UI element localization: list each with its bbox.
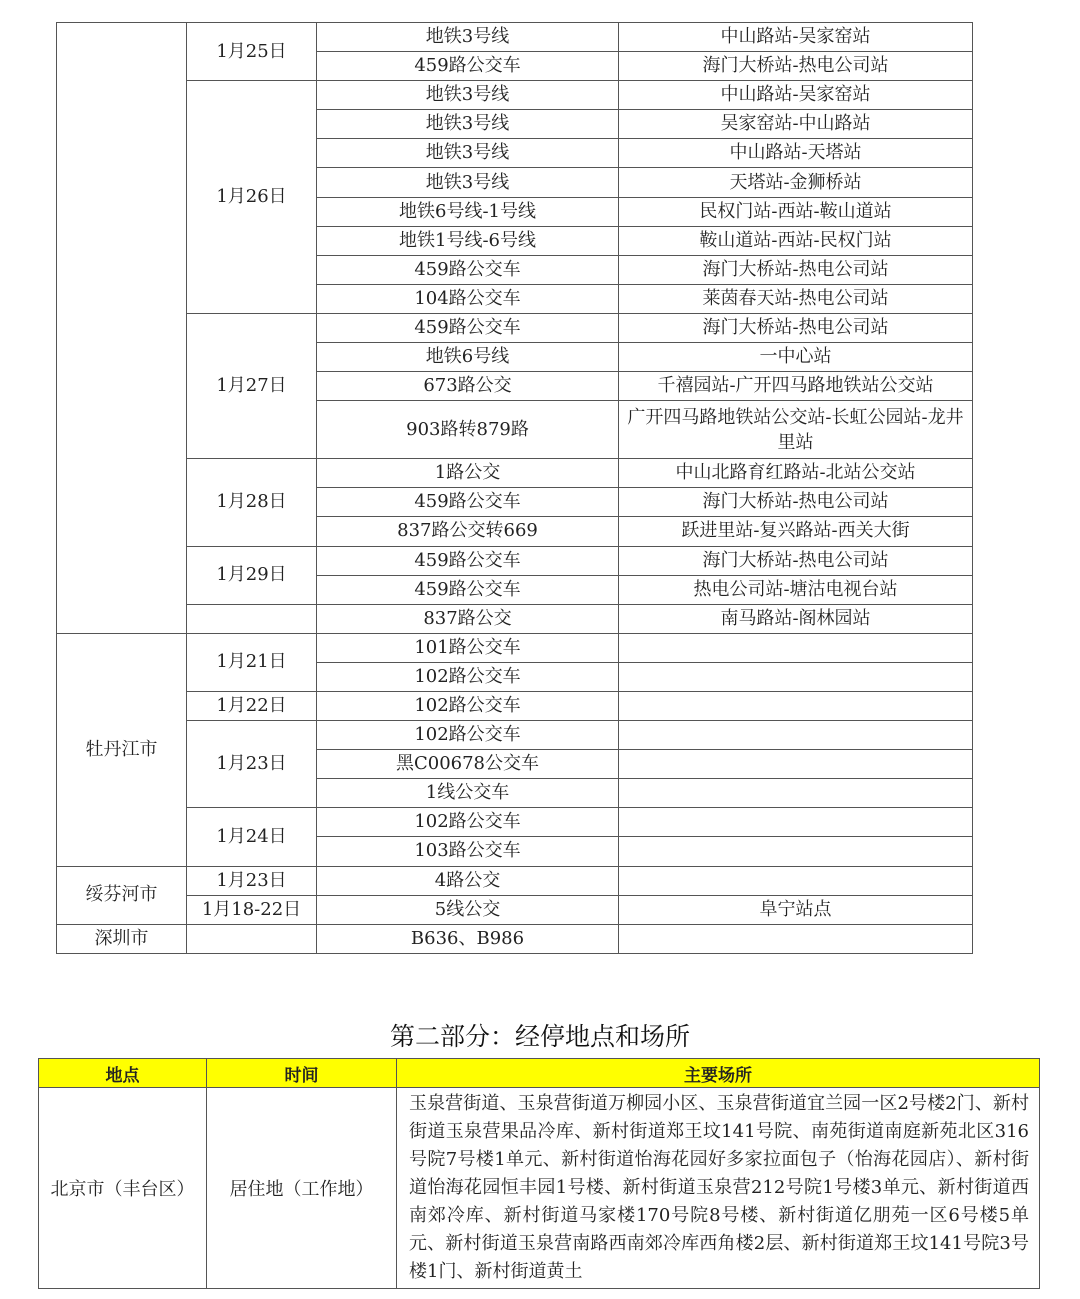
section-title: 第二部分：经停地点和场所 — [389, 1022, 690, 1051]
date-cell: 1月28日 — [187, 459, 317, 546]
date-cell: 1月23日 — [187, 866, 317, 895]
table-row — [39, 1088, 1040, 1289]
date-cell: 1月22日 — [187, 691, 317, 720]
stops-cell: 天塔站-金狮桥站 — [619, 168, 973, 197]
stops-cell: 海门大桥站-热电公司站 — [619, 546, 973, 575]
line-cell: 1路公交 — [317, 459, 619, 488]
stops-cell — [619, 924, 973, 953]
line-cell: 459路公交车 — [317, 546, 619, 575]
table-row — [57, 633, 973, 662]
date-cell: 1月23日 — [187, 721, 317, 808]
stops-cell — [619, 662, 973, 691]
stops-cell: 海门大桥站-热电公司站 — [619, 255, 973, 284]
line-cell: 地铁3号线 — [317, 110, 619, 139]
stops-cell — [619, 721, 973, 750]
date-cell — [187, 924, 317, 953]
date-cell: 1月29日 — [187, 546, 317, 604]
stops-cell: 海门大桥站-热电公司站 — [619, 313, 973, 342]
line-cell: 地铁3号线 — [317, 168, 619, 197]
table-row — [57, 23, 973, 52]
stops-cell: 南马路站-阁林园站 — [619, 604, 973, 633]
stops-cell: 中山路站-吴家窑站 — [619, 81, 973, 110]
table-row — [57, 313, 973, 342]
line-cell: 102路公交车 — [317, 662, 619, 691]
stops-cell: 吴家窑站-中山路站 — [619, 110, 973, 139]
table-row — [57, 604, 973, 633]
date-cell: 1月25日 — [187, 23, 317, 81]
line-cell: 1线公交车 — [317, 779, 619, 808]
stops-cell — [619, 779, 973, 808]
stops-cell: 跃进里站-复兴路站-西关大街 — [619, 517, 973, 546]
table-row — [57, 895, 973, 924]
table-row — [57, 808, 973, 837]
stops-cell — [619, 866, 973, 895]
line-cell: 黑C00678公交车 — [317, 750, 619, 779]
stops-cell — [619, 750, 973, 779]
stops-cell: 中山路站-吴家窑站 — [619, 23, 973, 52]
city-cell — [57, 23, 187, 634]
line-cell: B636、B986 — [317, 924, 619, 953]
date-cell — [187, 604, 317, 633]
city-cell: 深圳市 — [57, 924, 187, 953]
line-cell: 102路公交车 — [317, 691, 619, 720]
header-place: 地点 — [39, 1059, 207, 1088]
line-cell: 837路公交转669 — [317, 517, 619, 546]
transit-route-table — [56, 22, 973, 954]
line-cell: 104路公交车 — [317, 284, 619, 313]
stops-cell: 中山北路育红路站-北站公交站 — [619, 459, 973, 488]
stops-cell — [619, 691, 973, 720]
line-cell: 459路公交车 — [317, 488, 619, 517]
stops-cell — [619, 808, 973, 837]
line-cell: 4路公交 — [317, 866, 619, 895]
line-cell: 地铁6号线-1号线 — [317, 197, 619, 226]
line-cell: 102路公交车 — [317, 721, 619, 750]
city-cell: 绥芬河市 — [57, 866, 187, 924]
stops-cell: 热电公司站-塘沽电视台站 — [619, 575, 973, 604]
line-cell: 459路公交车 — [317, 255, 619, 284]
stops-cell: 海门大桥站-热电公司站 — [619, 52, 973, 81]
time-cell: 居住地（工作地） — [207, 1088, 397, 1289]
header-row — [39, 1059, 1040, 1088]
line-cell: 103路公交车 — [317, 837, 619, 866]
line-cell: 地铁3号线 — [317, 139, 619, 168]
line-cell: 459路公交车 — [317, 52, 619, 81]
line-cell: 101路公交车 — [317, 633, 619, 662]
table-row — [57, 81, 973, 110]
stops-cell: 海门大桥站-热电公司站 — [619, 488, 973, 517]
line-cell: 459路公交车 — [317, 575, 619, 604]
table-row — [57, 721, 973, 750]
stops-cell: 一中心站 — [619, 343, 973, 372]
stops-cell: 中山路站-天塔站 — [619, 139, 973, 168]
venue-table — [38, 1058, 1040, 1289]
date-cell: 1月24日 — [187, 808, 317, 866]
stops-cell: 鞍山道站-西站-民权门站 — [619, 226, 973, 255]
stops-cell — [619, 633, 973, 662]
date-cell: 1月21日 — [187, 633, 317, 691]
stops-cell — [619, 837, 973, 866]
venue-cell: 玉泉营街道、玉泉营街道万柳园小区、玉泉营街道宜兰园一区2号楼2门、新村街道玉泉营果品冷库、新村街道郑王坟141号院、南苑街道南庭新苑北区316号院7号楼1单元、新村街道怡海花园好多家拉面包子（怡海花园店）、新村街道怡海花园恒丰园1号楼、新村街道玉泉营212号院1号楼3单元、新村街道西南郊冷库、新村街道马家楼170号院8号楼、新村街道亿朋苑一区6号楼5单元、新村街道玉泉营南路西南郊冷库西角楼2层、新村街道郑王坟141号院3号楼1门、新村街道黄土 — [397, 1088, 1040, 1289]
table-row — [57, 924, 973, 953]
place-cell: 北京市（丰台区） — [39, 1088, 207, 1289]
line-cell: 903路转879路 — [317, 401, 619, 459]
stops-cell: 广开四马路地铁站公交站-长虹公园站-龙井里站 — [619, 401, 973, 459]
table-row — [57, 459, 973, 488]
stops-cell: 阜宁站点 — [619, 895, 973, 924]
city-cell: 牡丹江市 — [57, 633, 187, 866]
line-cell: 102路公交车 — [317, 808, 619, 837]
line-cell: 673路公交 — [317, 372, 619, 401]
table-row — [57, 866, 973, 895]
table-row — [57, 691, 973, 720]
table-row — [57, 546, 973, 575]
line-cell: 地铁6号线 — [317, 343, 619, 372]
line-cell: 地铁3号线 — [317, 23, 619, 52]
stops-cell: 民权门站-西站-鞍山道站 — [619, 197, 973, 226]
stops-cell: 千禧园站-广开四马路地铁站公交站 — [619, 372, 973, 401]
date-cell: 1月26日 — [187, 81, 317, 314]
header-time: 时间 — [207, 1059, 397, 1088]
stops-cell: 莱茵春天站-热电公司站 — [619, 284, 973, 313]
line-cell: 地铁1号线-6号线 — [317, 226, 619, 255]
header-venue: 主要场所 — [397, 1059, 1040, 1088]
date-cell: 1月18-22日 — [187, 895, 317, 924]
line-cell: 459路公交车 — [317, 313, 619, 342]
line-cell: 837路公交 — [317, 604, 619, 633]
line-cell: 5线公交 — [317, 895, 619, 924]
line-cell: 地铁3号线 — [317, 81, 619, 110]
date-cell: 1月27日 — [187, 313, 317, 458]
